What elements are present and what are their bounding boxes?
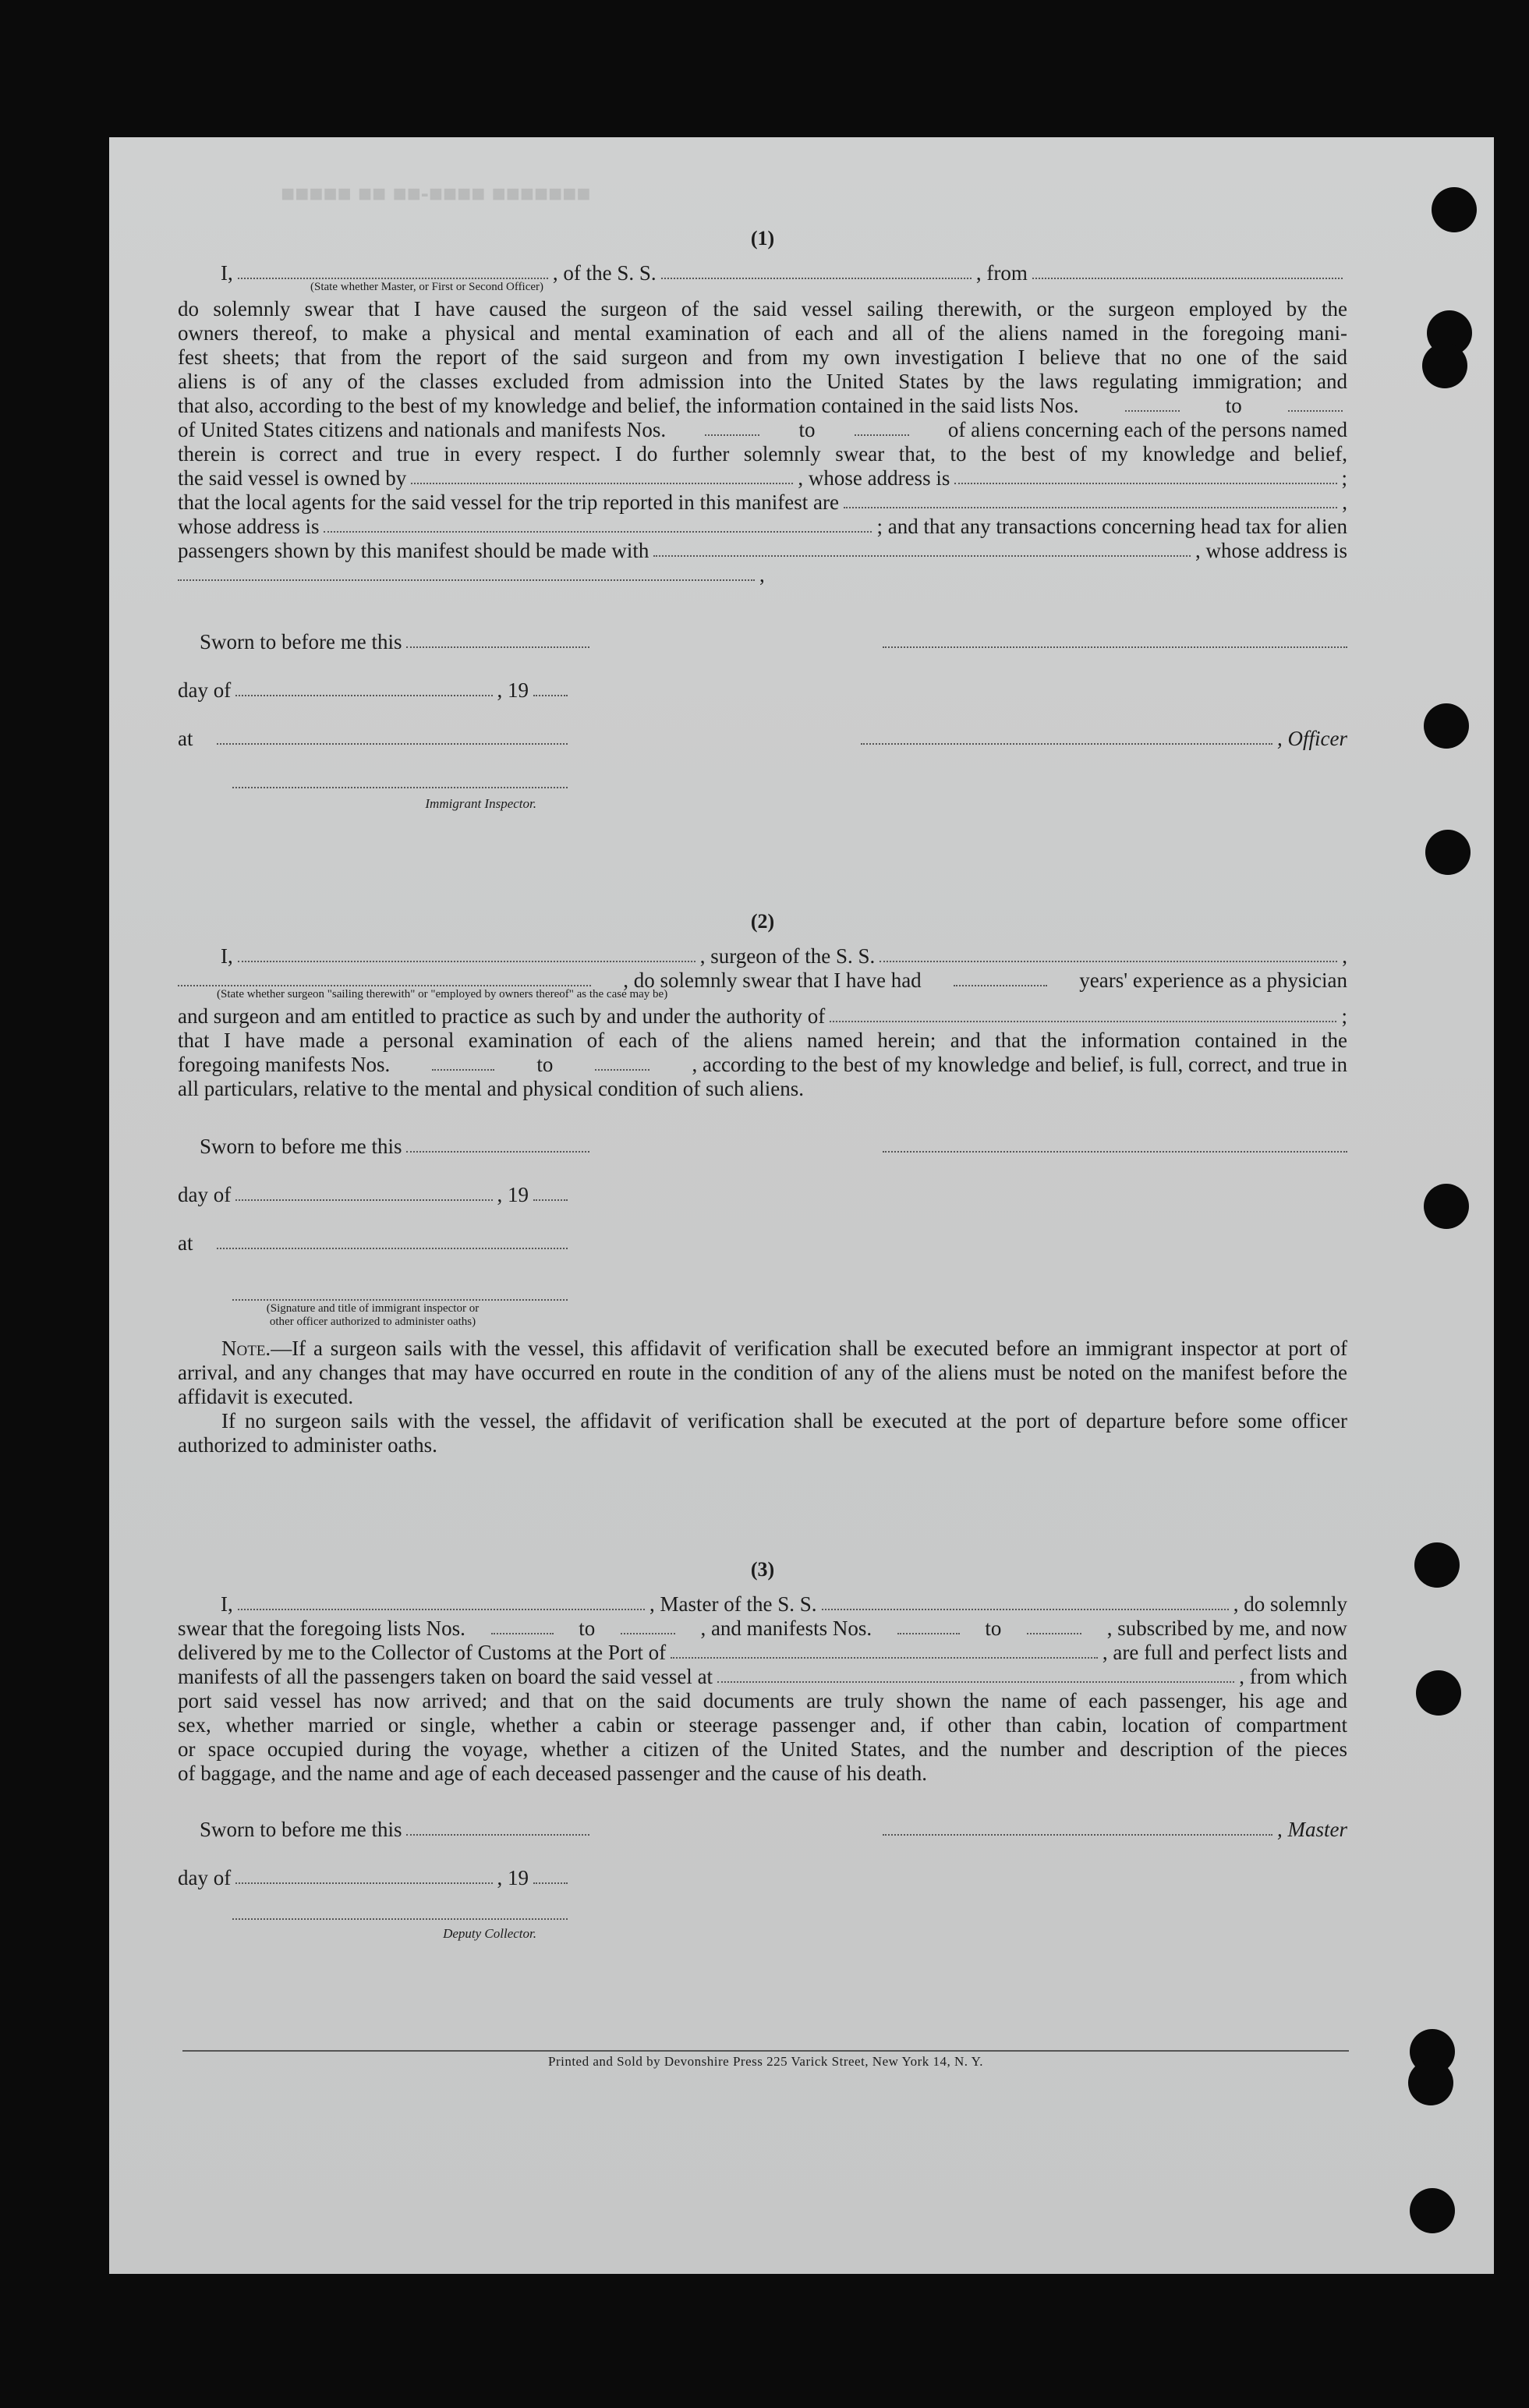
inspector-line-row (178, 751, 568, 791)
caption-line: other officer authorized to administer oaths) (269, 1316, 476, 1328)
section-3 (178, 1557, 1347, 1946)
i-label: I, (221, 944, 233, 968)
body-line: whose address is (178, 515, 320, 538)
section-number: (3) (750, 1558, 775, 1581)
body-line: , subscribed by me, and now (1106, 1617, 1347, 1640)
agents-address-line (178, 515, 1347, 539)
surgeon-vessel-field[interactable] (880, 944, 1337, 962)
manifests-to-field[interactable] (595, 1053, 649, 1071)
officer-label: , Officer (1277, 727, 1347, 750)
body-line: , according to the best of my knowledge and belief, is full, correct, and true in (692, 1053, 1347, 1076)
surgeon-type-field[interactable] (178, 969, 591, 986)
day-field[interactable] (235, 1882, 492, 1884)
at-field[interactable] (217, 743, 568, 745)
inspector-signature-field[interactable] (232, 1299, 568, 1301)
master-name-field[interactable] (238, 1592, 645, 1610)
day-of-label: day of (178, 1866, 232, 1889)
at-label: at (178, 1231, 193, 1255)
sworn-date-field[interactable] (406, 646, 589, 648)
punct: , (1342, 490, 1347, 514)
manifests-to-field[interactable] (855, 418, 909, 436)
manifests-from-field[interactable] (432, 1053, 494, 1071)
sworn-label: Sworn to before me this (200, 630, 402, 653)
punch-hole (1416, 1670, 1461, 1716)
body-line: all particulars, relative to the mental and physical condition of such aliens. (178, 1077, 804, 1100)
section-number: (1) (750, 227, 775, 250)
head-tax-address-line (178, 563, 1347, 587)
body-line: sex, whether married or single, whether a cabin or steerage passenger and, if other than cabin, location of compartment (178, 1713, 1347, 1737)
agents-field[interactable] (844, 490, 1337, 508)
of-ss-label: , of the S. S. (552, 261, 657, 285)
owner-field[interactable] (411, 466, 793, 484)
body-line: ; and that any transactions concerning head tax for alien (876, 515, 1347, 538)
collector-line-row (178, 1890, 568, 1921)
collector-caption: Deputy Collector. (443, 1926, 536, 1941)
year-label: , 19 (497, 1866, 529, 1889)
inspector-caption (178, 1302, 568, 1329)
punch-hole (1414, 1542, 1460, 1588)
surgeon-caption: (State whether surgeon "sailing therewith" or "employed by owners thereof" as the case may be) (217, 988, 668, 1000)
surgeon-of-label: , surgeon of the S. S. (699, 944, 876, 968)
vessel-name-field[interactable] (661, 261, 972, 279)
sworn-date-field[interactable] (406, 1151, 589, 1153)
signature-field[interactable] (883, 646, 1347, 648)
master-label: , Master (1277, 1818, 1347, 1841)
day-of-label: day of (178, 1183, 232, 1206)
head-tax-address-field[interactable] (178, 563, 755, 581)
to-label: to (798, 418, 816, 441)
body-line: and surgeon and am entitled to practice as such by and under the authority of (178, 1004, 826, 1028)
lists-line (178, 1617, 1347, 1641)
punch-hole (1410, 2188, 1455, 2233)
manifests-from-field[interactable] (897, 1617, 960, 1634)
inspector-signature-field[interactable] (232, 787, 568, 788)
master-of-label: , Master of the S. S. (649, 1592, 817, 1616)
punch-hole (1425, 830, 1471, 875)
lists-to-field[interactable] (1288, 394, 1343, 412)
lists-from-field[interactable] (491, 1617, 554, 1634)
from-label: , from (975, 261, 1028, 285)
form-content (178, 226, 1347, 1946)
sworn-row (178, 1794, 1347, 1842)
whose-address-label: , whose address is (1195, 539, 1347, 562)
owner-address-field[interactable] (954, 466, 1336, 484)
punct: , (1342, 944, 1348, 968)
master-line (178, 1592, 1347, 1617)
at-row (178, 1207, 1347, 1255)
year-field[interactable] (533, 1882, 568, 1884)
manifests-line (178, 1053, 1347, 1077)
inspector-caption: Immigrant Inspector. (425, 796, 536, 811)
punct: , (759, 563, 765, 586)
master-signature-field[interactable] (883, 1834, 1272, 1836)
from-port-field[interactable] (1032, 261, 1343, 279)
to-label: to (536, 1053, 554, 1076)
surgeon-line (178, 944, 1347, 969)
surgeon-name-field[interactable] (238, 944, 695, 962)
body-line: or space occupied during the voyage, whether a citizen of the United States, and the number and description of the pieces (178, 1737, 1347, 1761)
note-text: —If a surgeon sails with the vessel, this affidavit of verification shall be executed before an immigrant inspector at port of arrival, and any changes that may have occurred en route in the condition of any of the aliens must be noted on the manifest before the affidavit is executed. (178, 1337, 1347, 1408)
body-line: , are full and perfect lists and (1102, 1641, 1347, 1664)
to-label: to (579, 1617, 596, 1640)
year-label: , 19 (497, 1183, 529, 1206)
body-line: passengers shown by this manifest should be made with (178, 539, 649, 562)
authority-field[interactable] (830, 1004, 1336, 1022)
lists-from-field[interactable] (1125, 394, 1180, 412)
footer-rule (182, 2050, 1349, 2052)
body-line: , and manifests Nos. (700, 1617, 872, 1640)
body-line: , do solemnly swear that I have had (623, 969, 922, 992)
body-line: of aliens concerning each of the persons named (947, 418, 1347, 441)
body-line: manifests of all the passengers taken on board the said vessel at (178, 1665, 713, 1688)
head-tax-line (178, 539, 1347, 563)
sworn-label: Sworn to before me this (200, 1818, 402, 1841)
officer-signature-field[interactable] (861, 743, 1272, 745)
surgeon-signature-field[interactable] (883, 1151, 1347, 1153)
body-line: therein is correct and true in every respect. I do further solemnly swear that, to the best of my knowledge and belief, (178, 442, 1347, 466)
body-line: , do solemnly (1233, 1592, 1348, 1616)
body-line: owners thereof, to make a physical and mental examination of each and all of the aliens named in the foregoing mani- (178, 321, 1347, 345)
day-of-label: day of (178, 678, 232, 702)
sworn-row (178, 606, 1347, 654)
year-field[interactable] (533, 1199, 568, 1201)
boarded-line (178, 1665, 1347, 1689)
sworn-label: Sworn to before me this (200, 1135, 402, 1158)
agents-line (178, 490, 1347, 515)
at-field[interactable] (217, 1248, 568, 1249)
bleed-through-text: ■■■■■ ■■ ■■-■■■■ ■■■■■■■ (281, 181, 591, 207)
lists-nos-line (178, 394, 1347, 418)
caption-line: (Signature and title of immigrant inspector or (266, 1302, 480, 1315)
section-number: (2) (750, 910, 775, 933)
i-label: I, (221, 261, 233, 285)
at-row (178, 703, 1347, 751)
at-label: at (178, 727, 193, 750)
body-line: of baggage, and the name and age of each deceased passenger and the cause of his death. (178, 1762, 928, 1785)
punch-hole (1422, 343, 1467, 388)
body-line: aliens is of any of the classes excluded from admission into the United States by the laws regulating immigration; and (178, 370, 1347, 393)
day-row (178, 654, 1347, 703)
whose-address-label: , whose address is (798, 466, 950, 490)
body-line: fest sheets; that from the report of the said surgeon and from my own investigation I believe that no one of the said (178, 345, 1347, 369)
body-line: that I have made a personal examination of each of the aliens named herein; and that the information contained in the (178, 1029, 1347, 1052)
day-row (178, 1842, 1347, 1890)
owner-line (178, 466, 1347, 490)
body-line: swear that the foregoing lists Nos. (178, 1617, 465, 1640)
port-field[interactable] (671, 1641, 1098, 1659)
punct: ; (1341, 1004, 1347, 1028)
to-label: to (1225, 394, 1242, 417)
printer-footer: Printed and Sold by Devonshire Press 225 Varick Street, New York 14, N. Y. (548, 2054, 983, 2069)
sworn-date-field[interactable] (406, 1834, 589, 1836)
body-line: of United States citizens and nationals and manifests Nos. (178, 418, 667, 441)
day-field[interactable] (235, 1199, 492, 1201)
note-paragraph-1 (178, 1337, 1347, 1409)
punch-hole (1424, 1184, 1469, 1229)
body-line: do solemnly swear that I have caused the surgeon of the said vessel sailing therewith, or the surgeon employed by the (178, 297, 1347, 320)
officer-name-field[interactable] (238, 261, 548, 279)
year-label: , 19 (497, 678, 529, 702)
year-field[interactable] (533, 695, 568, 696)
manifests-nos-line (178, 418, 1347, 442)
body-line: delivered by me to the Collector of Customs at the Port of (178, 1641, 667, 1664)
manifests-from-field[interactable] (705, 418, 759, 436)
agents-address-field[interactable] (324, 515, 872, 533)
day-field[interactable] (235, 695, 492, 696)
body-line: years' experience as a physician (1079, 969, 1347, 992)
body-line: foregoing manifests Nos. (178, 1053, 391, 1076)
master-vessel-field[interactable] (822, 1592, 1229, 1610)
day-row (178, 1159, 1347, 1207)
officer-caption: (State whether Master, or First or Second Officer) (310, 281, 544, 293)
section-1 (178, 226, 1347, 816)
note (178, 1337, 1347, 1457)
punch-hole (1424, 703, 1469, 749)
inspector-line-row (178, 1255, 568, 1302)
body-line: that also, according to the best of my knowledge and belief, the information contained in the said lists Nos. (178, 394, 1079, 417)
body-line: that the local agents for the said vessel for the trip reported in this manifest are (178, 490, 839, 514)
lists-to-field[interactable] (621, 1617, 675, 1634)
authority-line (178, 1004, 1347, 1029)
sworn-row (178, 1110, 1347, 1159)
section-2 (178, 909, 1347, 1329)
punct: ; (1341, 466, 1348, 490)
i-label: I, (221, 1592, 233, 1616)
port-line (178, 1641, 1347, 1665)
punch-hole (1408, 2060, 1453, 2105)
body-line: port said vessel has now arrived; and that on the said documents are truly shown the name of each passenger, his age and (178, 1689, 1347, 1712)
boarded-port-field[interactable] (717, 1665, 1234, 1683)
to-label: to (985, 1617, 1002, 1640)
head-tax-field[interactable] (653, 539, 1191, 557)
note-label: Note. (221, 1337, 271, 1360)
note-paragraph-2: If no surgeon sails with the vessel, the affidavit of verification shall be executed at the port of departure before some officer authorized to administer oaths. (178, 1409, 1347, 1457)
body-line: the said vessel is owned by (178, 466, 407, 490)
collector-signature-field[interactable] (232, 1918, 568, 1920)
manifests-to-field[interactable] (1027, 1617, 1081, 1634)
body-line: , from which (1239, 1665, 1347, 1688)
years-field[interactable] (954, 969, 1047, 986)
punch-hole (1432, 187, 1477, 232)
